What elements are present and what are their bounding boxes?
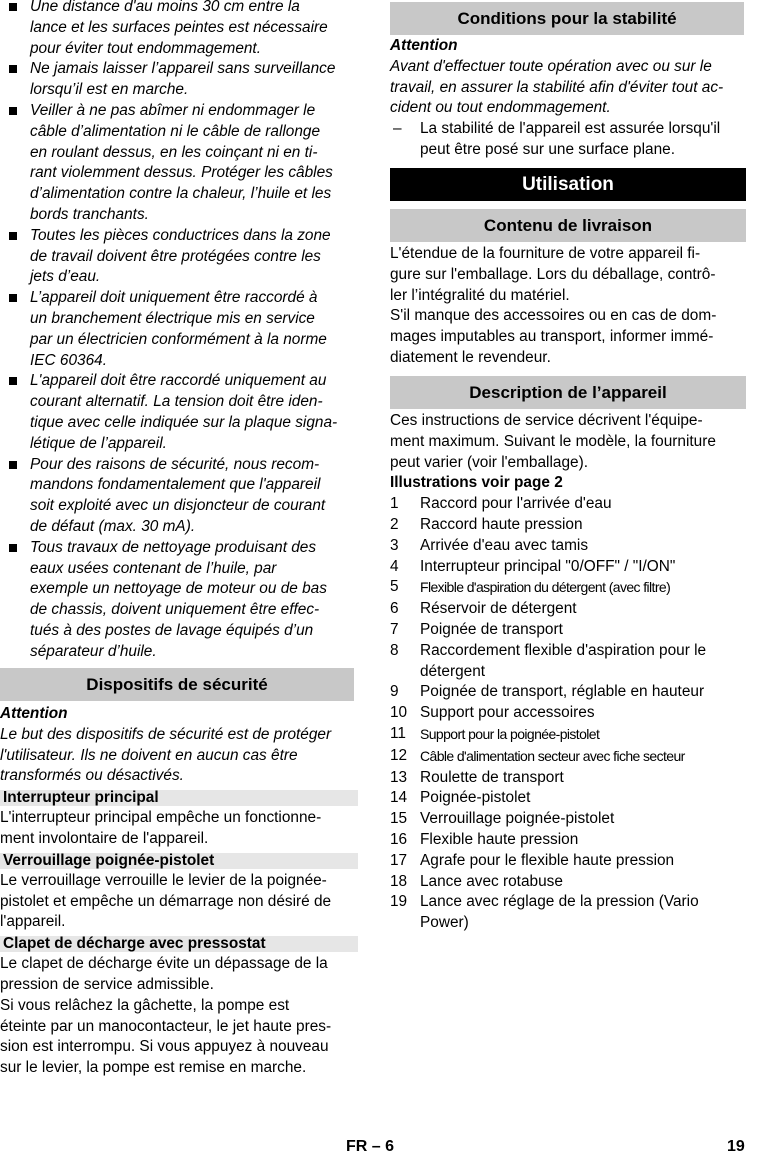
- section-header-description: Description de l’appareil: [390, 376, 746, 409]
- subsection-text: Le clapet de décharge évite un dépassage de la pression de service admissible. Si vous relâchez la gâchette, la pompe est éteinte par un manocontacteur, le jet haute pres- sion est interrompu. Si vous appuyez à nouveau sur le levier, la pompe est remise en marche.: [0, 955, 332, 1077]
- item-number: 8: [390, 641, 399, 659]
- square-bullet-icon: [9, 65, 17, 73]
- item-label: Support pour la poignée-pistolet: [420, 725, 600, 742]
- parts-list-item: [390, 536, 764, 557]
- square-bullet-icon: [9, 461, 17, 469]
- parts-list-item: [390, 892, 764, 934]
- safety-devices-content: [0, 704, 358, 1079]
- subsection-header: Clapet de décharge avec pressostat: [0, 936, 358, 952]
- attention-text: Avant d'effectuer toute opération avec ou sur le travail, en assurer la stabilité afin d'éviter tout ac- cident ou tout endommagement.: [390, 57, 724, 117]
- parts-list: [390, 494, 764, 934]
- item-number: 3: [390, 536, 399, 554]
- item-label: Lance avec rotabuse: [420, 872, 563, 890]
- item-label: Poignée de transport, réglable en hauteur: [420, 683, 705, 701]
- subsection-text: L'interrupteur principal empêche un fonctionne- ment involontaire de l'appareil.: [0, 809, 322, 847]
- item-number: 11: [390, 724, 406, 742]
- item-number: 7: [390, 620, 399, 638]
- item-label: Raccord haute pression: [420, 515, 583, 533]
- item-label: Arrivée d'eau avec tamis: [420, 536, 589, 554]
- parts-list-item: [390, 746, 764, 768]
- dash-item: [390, 119, 760, 161]
- bullet-item: [0, 538, 360, 663]
- parts-list-item: [390, 641, 764, 683]
- parts-list-item: [390, 515, 764, 536]
- illustrations-ref: Illustrations voir page 2: [390, 474, 563, 492]
- item-label: Raccord pour l'arrivée d'eau: [420, 495, 612, 513]
- bullet-text: Tous travaux de nettoyage produisant des eaux usées contenant de l’huile, par exemple un nettoyage de moteur ou de bas de chassis, doivent uniquement être effec- tués à des postes de lavage équipés d’un séparateur d’huile.: [30, 538, 327, 660]
- item-label: Verrouillage poignée-pistolet: [420, 810, 615, 828]
- footer-section-label: FR – 6: [346, 1138, 395, 1155]
- attention-label: Attention: [390, 37, 458, 54]
- bullet-item: [0, 371, 360, 454]
- parts-list-item: [390, 703, 764, 724]
- bullet-item: [0, 0, 360, 59]
- item-label: Réservoir de détergent: [420, 600, 577, 618]
- attention-text: Le but des dispositifs de sécurité est de protéger l'utilisateur. Ils ne doivent en aucun cas être transformés ou désactivés.: [0, 725, 332, 785]
- parts-list-item: [390, 872, 764, 893]
- parts-list-item: [390, 724, 764, 746]
- item-label: Poignée-pistolet: [420, 789, 531, 807]
- item-label: Flexible haute pression: [420, 830, 579, 848]
- delivery-text: L'étendue de la fourniture de votre appareil fi- gure sur l'emballage. Lors du déballage, contrô- ler l’intégralité du matériel. S'il manque des accessoires ou en cas de dom- mages imputables au transport, informer immé- diatement le revendeur.: [390, 245, 717, 366]
- bullet-item: [0, 101, 360, 226]
- parts-list-item: [390, 788, 764, 809]
- item-label: Lance avec réglage de la pression (Vario Power): [420, 893, 699, 932]
- section-header-delivery: Contenu de livraison: [390, 209, 746, 242]
- item-label: Raccordement flexible d'aspiration pour le détergent: [420, 641, 707, 680]
- item-number: 12: [390, 746, 408, 764]
- section-header-safety-devices: Dispositifs de sécurité: [0, 668, 354, 701]
- bullet-item: [0, 59, 360, 101]
- item-number: 16: [390, 830, 408, 848]
- square-bullet-icon: [9, 232, 17, 240]
- dash-marker: –: [393, 120, 402, 138]
- bullet-text: L’appareil doit uniquement être raccordé à un branchement électrique mis en service par un électricien conformément à la norme IEC 60364.: [30, 289, 327, 369]
- parts-list-item: [390, 494, 764, 515]
- safety-bullet-list: [0, 0, 360, 663]
- square-bullet-icon: [9, 3, 17, 11]
- item-label: Poignée de transport: [420, 620, 563, 638]
- description-text: Ces instructions de service décrivent l'équipe- ment maximum. Suivant le modèle, la fourniture peut varier (voir l'emballage).: [390, 412, 716, 471]
- bullet-item: [0, 455, 360, 538]
- parts-list-item: [390, 830, 764, 851]
- subsection-text: Le verrouillage verrouille le levier de la poignée- pistolet et empêche un démarrage non désiré de l'appareil.: [0, 871, 332, 931]
- item-number: 1: [390, 495, 399, 513]
- parts-list-item: [390, 599, 764, 620]
- item-label: Agrafe pour le flexible haute pression: [420, 851, 675, 869]
- bullet-text: Toutes les pièces conductrices dans la zone de travail doivent être protégées contre les jets d’eau.: [30, 226, 331, 286]
- square-bullet-icon: [9, 544, 17, 552]
- bullet-item: [0, 288, 360, 371]
- parts-list-item: [390, 620, 764, 641]
- item-number: 15: [390, 810, 408, 828]
- square-bullet-icon: [9, 294, 17, 302]
- bullet-text: L'appareil doit être raccordé uniquement au courant alternatif. La tension doit être iden- tique avec celle indiquée sur la plaque signa- létique de l’appareil.: [30, 372, 338, 452]
- bullet-text: Ne jamais laisser l’appareil sans surveillance lorsqu’il est en marche.: [30, 60, 336, 99]
- attention-label: Attention: [0, 705, 68, 722]
- item-number: 9: [390, 683, 399, 701]
- item-number: 10: [390, 704, 408, 722]
- subsection-header: Verrouillage poignée-pistolet: [0, 853, 358, 869]
- stability-content: [390, 36, 760, 161]
- square-bullet-icon: [9, 377, 17, 385]
- parts-list-item: [390, 809, 764, 830]
- item-number: 18: [390, 872, 408, 890]
- footer-page-number: 19: [727, 1138, 745, 1155]
- bullet-item: [0, 226, 360, 288]
- subsection-header: Interrupteur principal: [0, 790, 358, 806]
- dash-text: La stabilité de l'appareil est assurée lorsqu'il peut être posé sur une surface plane.: [420, 120, 721, 158]
- item-number: 5: [390, 578, 399, 596]
- parts-list-item: [390, 682, 764, 703]
- chapter-header-usage: Utilisation: [390, 168, 746, 201]
- item-number: 14: [390, 789, 408, 807]
- item-label: Support pour accessoires: [420, 704, 595, 722]
- item-number: 17: [390, 851, 408, 869]
- parts-list-item: [390, 557, 764, 578]
- bullet-text: Une distance d'au moins 30 cm entre la lance et les surfaces peintes est nécessaire pour éviter tout endommagement.: [30, 0, 328, 57]
- parts-list-item: [390, 768, 764, 789]
- item-number: 2: [390, 515, 399, 533]
- item-label: Roulette de transport: [420, 768, 564, 786]
- item-number: 6: [390, 600, 399, 618]
- item-number: 13: [390, 768, 408, 786]
- description-content: [390, 411, 764, 934]
- parts-list-item: [390, 577, 764, 599]
- parts-list-item: [390, 851, 764, 872]
- item-label: Câble d'alimentation secteur avec fiche secteur: [420, 747, 685, 764]
- bullet-text: Veiller à ne pas abîmer ni endommager le câble d’alimentation ni le câble de rallonge en roulant dessus, en les coinçant ni en ti- rant violemment dessus. Protéger les câbles d’alimentation contre la chaleur, l’huile et les bords tranchants.: [30, 101, 333, 223]
- item-label: Flexible d'aspiration du détergent (avec filtre): [420, 579, 671, 596]
- section-header-stability: Conditions pour la stabilité: [390, 2, 744, 35]
- square-bullet-icon: [9, 107, 17, 115]
- item-number: 19: [390, 893, 408, 911]
- item-number: 4: [390, 557, 399, 575]
- item-label: Interrupteur principal "0/OFF" / "I/ON": [420, 557, 676, 575]
- bullet-text: Pour des raisons de sécurité, nous recom- mandons fondamentalement que l'appareil soit exploité avec un disjoncteur de courant de défaut (max. 30 mA).: [30, 455, 326, 535]
